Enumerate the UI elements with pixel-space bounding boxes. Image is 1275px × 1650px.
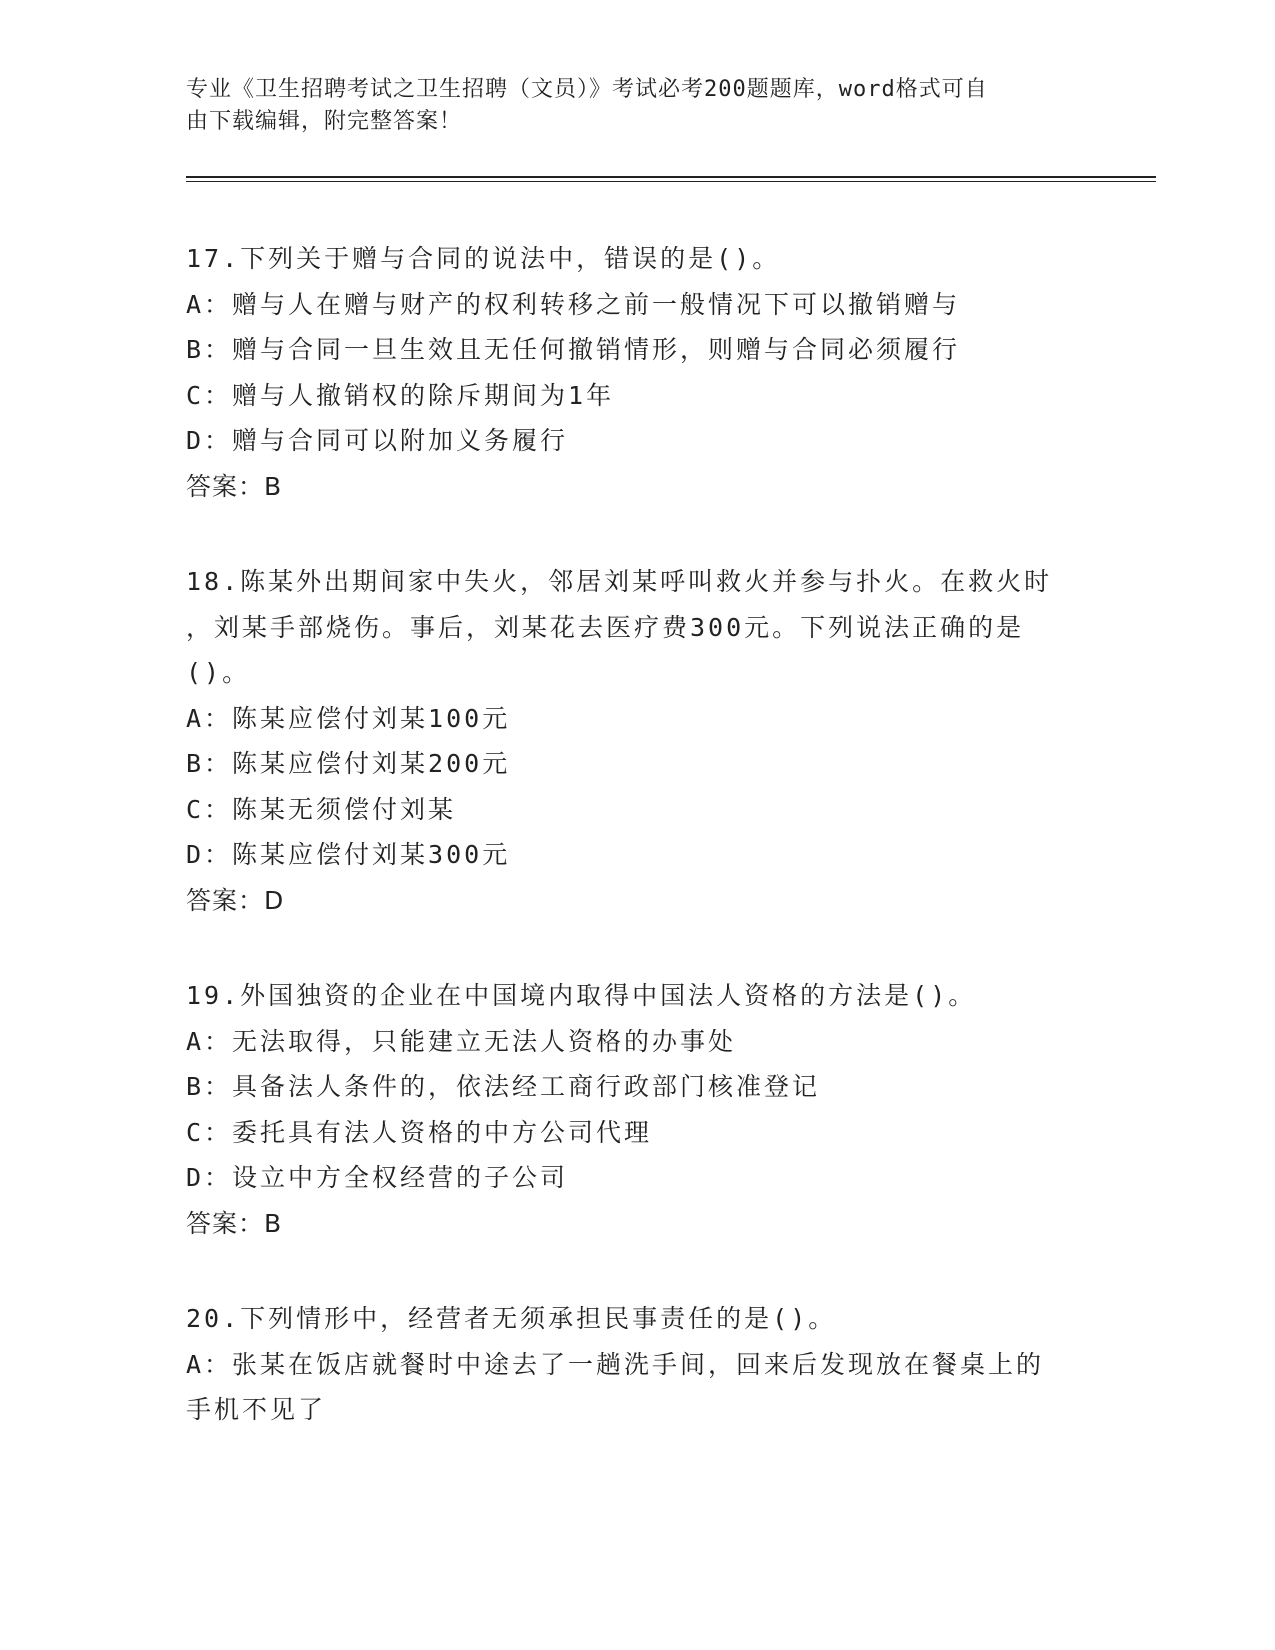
answer-label: 答案：D — [186, 885, 285, 915]
question-20 — [186, 1296, 1086, 1433]
question-list — [186, 236, 1086, 1483]
header-divider-thin — [186, 181, 1156, 182]
question-18 — [186, 559, 1086, 923]
option-c: C：陈某无须偿付刘某 — [186, 794, 457, 824]
answer-label: 答案：B — [186, 471, 283, 501]
question-stem-continued: ()。 — [186, 658, 251, 687]
option-c: C：委托具有法人资格的中方公司代理 — [186, 1117, 653, 1147]
option-a: A：陈某应偿付刘某100元 — [186, 703, 511, 733]
answer-label: 答案：B — [186, 1208, 283, 1238]
question-stem-continued: ，刘某手部烧伤。事后，刘某花去医疗费300元。下列说法正确的是 — [186, 612, 1025, 642]
question-19 — [186, 973, 1086, 1246]
option-a: A：赠与人在赠与财产的权利转移之前一般情况下可以撤销赠与 — [186, 289, 961, 319]
question-stem: 20.下列情形中，经营者无须承担民事责任的是()。 — [186, 1304, 837, 1333]
option-d: D：陈某应偿付刘某300元 — [186, 840, 511, 869]
option-a-continued: 手机不见了 — [186, 1395, 327, 1424]
question-17 — [186, 236, 1086, 509]
document-header — [186, 74, 1066, 138]
header-divider-thick — [186, 176, 1156, 178]
option-d: D：赠与合同可以附加义务履行 — [186, 426, 569, 455]
header-line-2: 由下载编辑，附完整答案！ — [186, 109, 463, 134]
question-stem: 19.外国独资的企业在中国境内取得中国法人资格的方法是()。 — [186, 981, 977, 1010]
option-b: B：陈某应偿付刘某200元 — [186, 749, 511, 778]
option-d: D：设立中方全权经营的子公司 — [186, 1163, 569, 1192]
option-b: B：具备法人条件的，依法经工商行政部门核准登记 — [186, 1072, 821, 1101]
option-a: A：张某在饭店就餐时中途去了一趟洗手间，回来后发现放在餐桌上的 — [186, 1349, 1045, 1379]
option-a: A：无法取得，只能建立无法人资格的办事处 — [186, 1026, 737, 1056]
option-c: C：赠与人撤销权的除斥期间为1年 — [186, 380, 615, 410]
header-line-1: 专业《卫生招聘考试之卫生招聘（文员）》考试必考200题题库，word格式可自 — [186, 77, 988, 102]
question-stem: 18.陈某外出期间家中失火，邻居刘某呼叫救火并参与扑火。在救火时 — [186, 567, 1053, 596]
question-stem: 17.下列关于赠与合同的说法中，错误的是()。 — [186, 244, 781, 273]
option-b: B：赠与合同一旦生效且无任何撤销情形，则赠与合同必须履行 — [186, 335, 961, 364]
